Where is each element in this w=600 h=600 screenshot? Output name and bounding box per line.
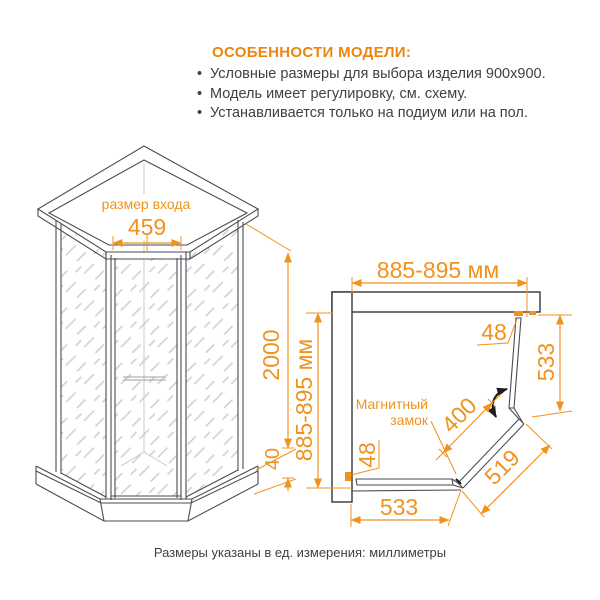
- overall-width-value: 885-895 мм: [376, 257, 500, 283]
- glass-height-value: 2000: [258, 329, 284, 381]
- feature-bullet: • Устанавливается только на подиум или на пол.: [196, 105, 566, 122]
- bottom-panel-value: 533: [379, 494, 419, 520]
- right-panel-dimension: [532, 315, 572, 417]
- magnetic-lock-line2: замок: [390, 412, 428, 428]
- wall-left: [332, 292, 352, 502]
- diagonal-dimension: [462, 424, 552, 517]
- magnetic-lock-line1: Магнитный: [355, 396, 428, 412]
- front-view: [36, 146, 296, 521]
- profile-marker-top: [514, 311, 523, 316]
- glass-panel-right: [186, 222, 238, 497]
- profile-bottom-value: 48: [354, 442, 380, 468]
- features-list: [196, 66, 566, 122]
- entrance-dimension: [102, 196, 191, 252]
- features-block: [196, 44, 566, 125]
- entrance-label: размер входа: [101, 196, 191, 212]
- profile-marker-top2: [529, 311, 536, 315]
- door-width-dimension: [436, 392, 501, 460]
- profile-top-dimension: [477, 319, 517, 345]
- height-dimension: [246, 224, 296, 494]
- top-view: [291, 257, 572, 527]
- door-width-value: 400: [436, 392, 482, 438]
- tray-height-value: 40: [262, 447, 284, 471]
- profile-bottom-dimension: [351, 440, 380, 475]
- wall-top: [332, 292, 540, 312]
- fixed-panel-bottom: [352, 479, 463, 491]
- bottom-panel-dimension: [351, 490, 461, 527]
- profile-marker-bottom: [345, 472, 351, 481]
- door-swing-arrow: [493, 389, 507, 417]
- diagonal-value: 519: [479, 444, 525, 490]
- overall-depth-value: 885-895 мм: [291, 338, 317, 462]
- profile-top-value: 48: [481, 319, 507, 345]
- glass-panel-left: [61, 224, 106, 497]
- entrance-width-value: 459: [127, 214, 167, 240]
- right-panel-value: 533: [533, 342, 559, 382]
- feature-bullet: • Условные размеры для выбора изделия 900x900.: [196, 66, 566, 83]
- feature-bullet: • Модель имеет регулировку, см. схему.: [196, 86, 566, 103]
- features-title: ОСОБЕННОСТИ МОДЕЛИ:: [212, 44, 412, 61]
- units-note: Размеры указаны в ед. измерения: миллиметры: [153, 545, 447, 560]
